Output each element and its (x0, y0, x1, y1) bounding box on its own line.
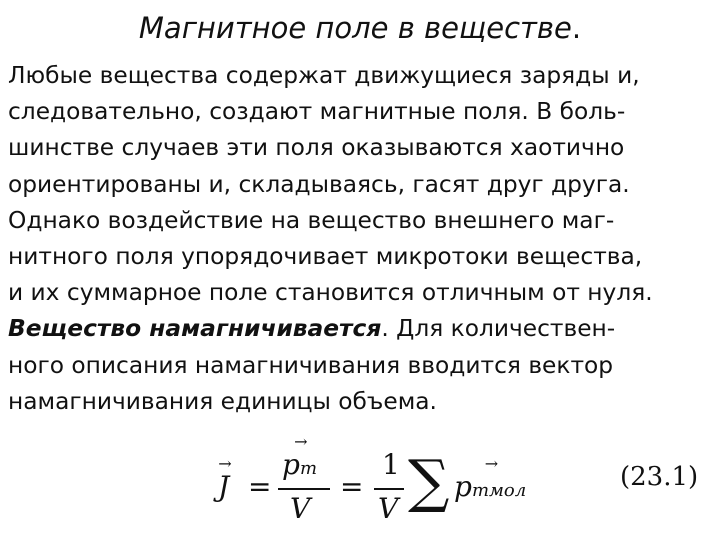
numerator-symbol: p (282, 448, 300, 481)
fraction2-bar (374, 488, 404, 490)
text-line: Любые вещества содержат движущиеся заряды и, (8, 62, 640, 89)
fraction1-numerator (282, 432, 318, 481)
fraction1-denominator: V (290, 492, 311, 525)
fraction2-denominator: V (378, 492, 399, 525)
formula-lhs-symbol: J (218, 470, 230, 503)
sum-symbol: ∑ (408, 447, 450, 515)
text-line: намагничивания единицы объема. (8, 387, 437, 415)
equation-number: (23.1) (620, 462, 699, 492)
text-after-emphasis: . Для количествен- (381, 315, 616, 343)
title-dot: . (571, 11, 582, 45)
equals-sign: = (248, 470, 272, 503)
vector-arrow: → (294, 432, 308, 451)
fraction1-bar (278, 488, 330, 490)
numerator-subscript: m (299, 458, 318, 479)
page-title (0, 6, 720, 50)
formula-lhs (218, 454, 232, 503)
text-line: следовательно, создают магнитные поля. В боль- (8, 98, 626, 126)
emphasis-text: Вещество намагничивается (8, 315, 382, 343)
text-line-emphasis (8, 311, 716, 347)
text-line: Однако воздействие на вещество внешнего маг- (8, 206, 615, 234)
magnetization-formula (210, 432, 540, 530)
text-line: и их суммарное поле становится отличным от нуля. (8, 279, 653, 307)
vector-arrow: → (484, 454, 499, 473)
term-subscript: mмол (471, 480, 527, 501)
fraction2-numerator: 1 (382, 448, 400, 481)
body-text (8, 58, 716, 420)
title-text: Магнитное поле в веществе (138, 11, 572, 45)
term-symbol: p (454, 470, 472, 503)
text-line: нитного поля упорядочивает микротоки вещества, (8, 243, 643, 271)
text-line: ного описания намагничивания вводится вектор (8, 351, 614, 379)
text-line: шинстве случаев эти поля оказываются хаотично (8, 134, 625, 162)
vector-arrow: → (218, 454, 232, 473)
text-line: ориентированы и, складываясь, гасят друг друга. (8, 170, 630, 198)
sum-term (454, 454, 527, 503)
equals-sign: = (340, 470, 364, 503)
